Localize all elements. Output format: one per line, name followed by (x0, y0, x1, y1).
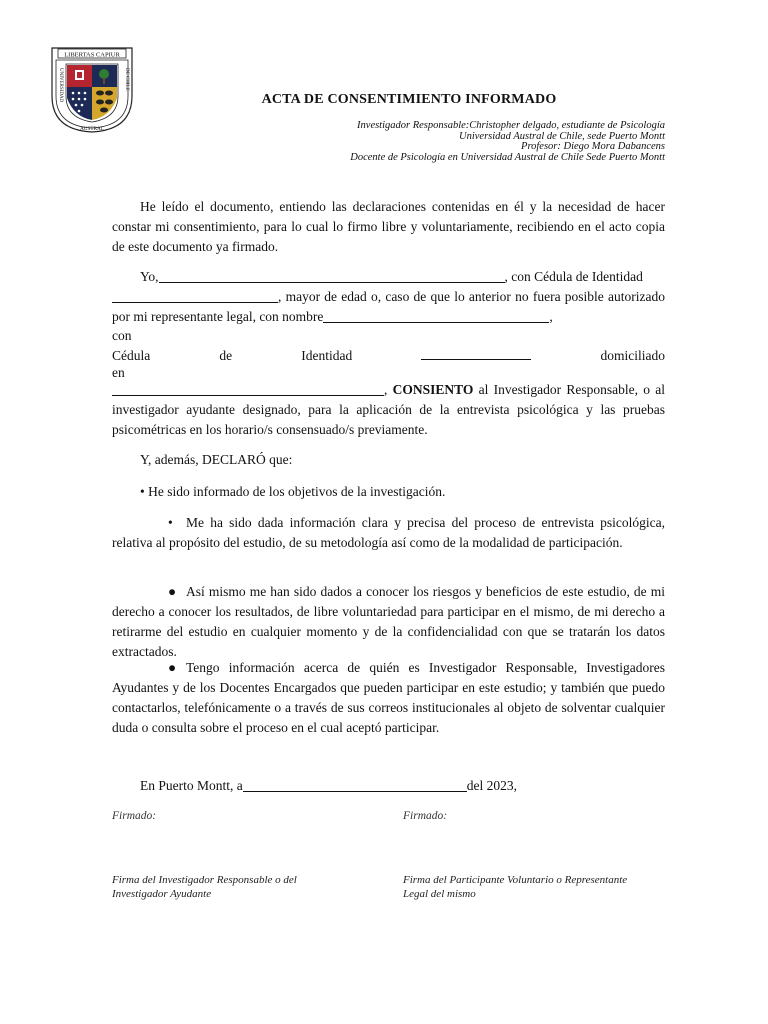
rep-cedula-blank[interactable] (421, 345, 531, 360)
university-crest-logo (50, 46, 134, 134)
mayor-text: , mayor de edad o, caso de que lo anterior no fuera posible autorizado por mi representante legal, con nombre (112, 289, 665, 324)
right-signed-label: Firmado: (403, 810, 448, 822)
left-signature-caption: Firma del Investigador Responsable o del Investigador Ayudante (112, 874, 297, 900)
bullet-4: ● Tengo información acerca de quién es Investigador Responsable, Investigadores Ayudantes y de los Docentes Encargados que pueden participar en este estudio; y también que puedo contactarlos, telefónicamente o a través de sus correos institucionales al objeto de solventar cualquier duda o consulta sobre el proceso en el cual aceptó participar. (112, 660, 665, 735)
declaro-line: Y, además, DECLARÓ que: (140, 452, 293, 467)
credit-teacher: Docente de Psicología en Universidad Austral de Chile Sede Puerto Montt (350, 151, 665, 163)
date-blank[interactable] (243, 777, 467, 792)
credit-researcher: Investigador Responsable:Christopher delgado, estudiante de Psicología (357, 120, 665, 131)
address-blank[interactable] (112, 381, 384, 396)
logo-motto: LIBERTAS CAPIUR (64, 51, 120, 59)
logo-ring-left: UNIVERSIDAD (58, 68, 63, 103)
identity-block: Yo, , con Cédula de Identidad , mayor de edad o, caso de que lo anterior no fuera posible autorizado por mi representante legal, con nombre , con Cédula de Identidad domiciliado en , CONSIENTO al Investigador Responsable, o al investigador ayudante designado, para la aplicación de la entrevista psicológica y las pruebas psicométricas en los horario/s consensuado/s previamente. (112, 269, 665, 437)
left-signed-label: Firmado: (112, 810, 157, 822)
bullet-3: ● Así mismo me han sido dados a conocer los riesgos y beneficios de este estudio, de mi derecho a conocer los resultados, de libre voluntariedad para participar en el mismo, de mi derecho a retirarme del estudio en cualquier momento y de la confidencialidad con que se tratarán los datos extractados. (112, 584, 665, 659)
bullet-2: • Me ha sido dada información clara y precisa del proceso de entrevista psicológica, relativa al propósito del estudio, de su metodología así como de la modalidad de participación. (112, 515, 665, 550)
credit-professor: Profesor: Diego Mora Dabancens (521, 141, 665, 152)
con-word: con (112, 328, 132, 343)
en-word: en (112, 365, 125, 380)
cedula-row: Cédula de Identidad domiciliado (112, 345, 665, 365)
cedula-blank[interactable] (112, 288, 278, 303)
credits-block (245, 121, 665, 163)
name-blank[interactable] (159, 268, 505, 283)
cedula-label: , con Cédula de Identidad (504, 269, 643, 284)
right-signature-caption: Firma del Participante Voluntario o Representante Legal del mismo (403, 874, 628, 900)
logo-ring-right: DE CHILE (124, 68, 129, 91)
credit-university: Universidad Austral de Chile, sede Puerto Montt (459, 130, 665, 142)
bullet-1: • He sido informado de los objetivos de la investigación. (140, 484, 446, 499)
logo-ring-bottom: AUSTRAL (80, 126, 104, 132)
representative-blank[interactable] (323, 308, 549, 323)
consiento-word: CONSIENTO (392, 382, 474, 397)
document-title: ACTA DE CONSENTIMIENTO INFORMADO (261, 92, 557, 107)
place-date-line: En Puerto Montt, a del 2023, (140, 778, 517, 793)
intro-paragraph: He leído el documento, entiendo las declaraciones contenidas en él y la necesidad de hacer constar mi consentimiento, para lo cual lo firmo libre y voluntariamente, recibiendo en el acto copia de este documento ya firmado. (112, 199, 665, 254)
yo-label: Yo, (140, 269, 159, 284)
